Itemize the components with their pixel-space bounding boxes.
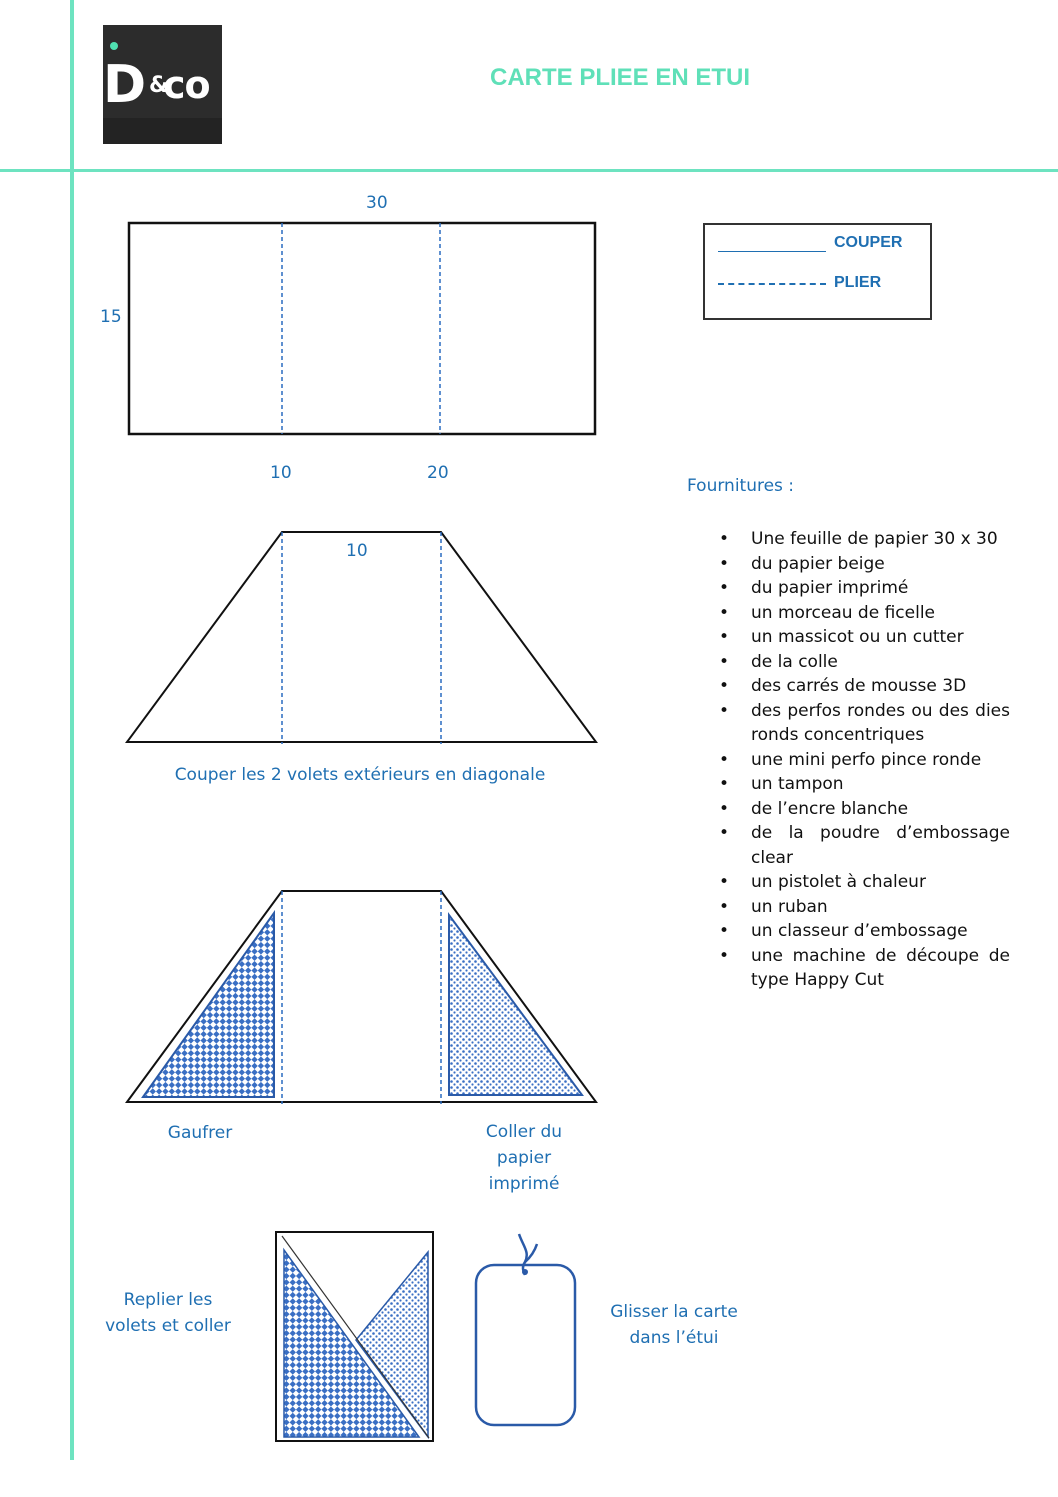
center-panel-label: 10 bbox=[346, 541, 368, 561]
list-item: • un classeur d’embossage bbox=[722, 919, 1010, 944]
sheet-height-label: 15 bbox=[100, 307, 122, 327]
cut-diagonal-caption: Couper les 2 volets extérieurs en diagonale bbox=[174, 765, 546, 785]
list-item: • des perfos rondes ou des dies ronds concentriques bbox=[722, 699, 1010, 748]
fold-line-2-label: 20 bbox=[427, 463, 449, 483]
brand-logo: D & co bbox=[103, 25, 222, 144]
legend-cut-label: COUPER bbox=[834, 234, 903, 251]
line-legend bbox=[703, 223, 932, 320]
trapezoid-cut-diagram bbox=[127, 532, 596, 744]
legend-fold-label: PLIER bbox=[834, 274, 882, 291]
list-item: • des carrés de mousse 3D bbox=[722, 674, 1010, 699]
list-item: • de la colle bbox=[722, 650, 1010, 675]
slide-card-caption: Glisser la carte dans l’étui bbox=[610, 1302, 738, 1348]
supplies-title: Fournitures : bbox=[687, 476, 795, 496]
supplies-list bbox=[722, 527, 1010, 993]
list-item: • du papier imprimé bbox=[722, 576, 1010, 601]
list-item: • un massicot ou un cutter bbox=[722, 625, 1010, 650]
list-item: • un tampon bbox=[722, 772, 1010, 797]
list-item: • un morceau de ficelle bbox=[722, 601, 1010, 626]
folded-card-diagram bbox=[276, 1232, 433, 1441]
list-item: • du papier beige bbox=[722, 552, 1010, 577]
fold-line-1-label: 10 bbox=[270, 463, 292, 483]
sleeve-tag-diagram bbox=[476, 1234, 575, 1425]
list-item: • une mini perfo pince ronde bbox=[722, 748, 1010, 773]
list-item: • Une feuille de papier 30 x 30 bbox=[722, 527, 1010, 552]
sheet-width-label: 30 bbox=[366, 193, 388, 213]
list-item: • une machine de découpe de type Happy Cut bbox=[722, 944, 1010, 993]
list-item: • de l’encre blanche bbox=[722, 797, 1010, 822]
list-item: • de la poudre d’embossage clear bbox=[722, 821, 1010, 870]
flat-sheet-diagram bbox=[129, 223, 595, 434]
page-title: CARTE PLIEE EN ETUI bbox=[489, 64, 751, 91]
emboss-caption: Gaufrer bbox=[167, 1123, 233, 1143]
fold-glue-caption: Replier les volets et coller bbox=[105, 1290, 231, 1336]
list-item: • un ruban bbox=[722, 895, 1010, 920]
glue-paper-caption: Coller du papier imprimé bbox=[485, 1122, 563, 1194]
decorated-trapezoid-diagram bbox=[127, 891, 596, 1104]
list-item: • un pistolet à chaleur bbox=[722, 870, 1010, 895]
